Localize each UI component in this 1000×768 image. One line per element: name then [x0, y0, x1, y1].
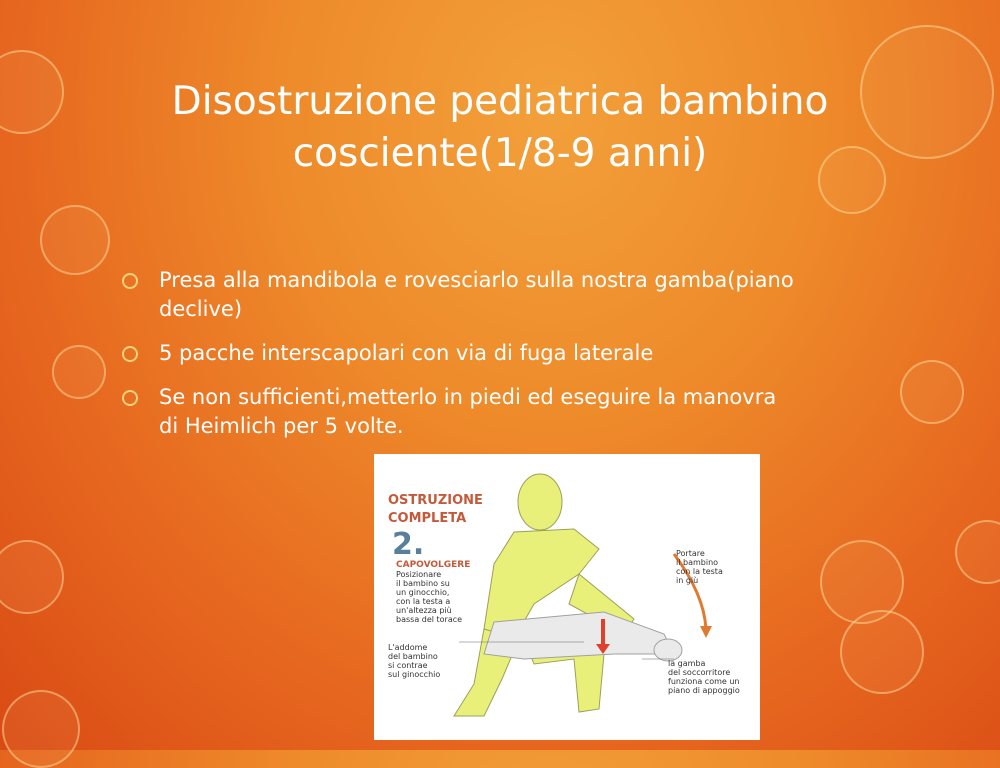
note-top-line: Portare: [676, 549, 705, 558]
note-right-line: funziona come un: [668, 677, 740, 686]
note-right-line: piano di appoggio: [668, 686, 740, 695]
bokeh-circle: [900, 360, 964, 424]
note-left-line: del bambino: [388, 652, 438, 661]
note-top-line: in giù: [676, 576, 699, 585]
rescuer-figure: [454, 474, 634, 716]
note-top-line: il bambino: [676, 558, 719, 567]
figure-step-line: con la testa a: [396, 597, 451, 606]
ring-bullet-icon: [122, 346, 138, 362]
bullet-item: [122, 266, 802, 324]
bullet-list: [122, 266, 802, 456]
figure-step-line: il bambino su: [396, 579, 450, 588]
bokeh-circle: [0, 50, 64, 134]
note-left-line: L'addome: [388, 643, 428, 652]
note-right-line: la gamba: [668, 659, 706, 668]
slide-title: [60, 76, 940, 180]
bokeh-circle: [840, 610, 924, 694]
illustration-image: [374, 454, 760, 740]
figure-step-line: un ginocchio,: [396, 588, 450, 597]
bullet-text: 5 pacche interscapolari con via di fuga laterale: [159, 341, 654, 365]
ring-bullet-icon: [122, 273, 138, 289]
note-left-line: si contrae: [388, 661, 428, 670]
note-left-line: sul ginocchio: [388, 670, 441, 679]
figure-step-title: CAPOVOLGERE: [396, 560, 471, 570]
pressure-arrow-icon: [601, 619, 605, 647]
figure-step-number: 2.: [392, 527, 425, 562]
ring-bullet-icon: [122, 390, 138, 406]
note-top-line: con la testa: [676, 567, 723, 576]
title-line-1: Disostruzione pediatrica bambino: [171, 79, 829, 124]
figure-step-line: bassa del torace: [396, 615, 463, 624]
note-right-line: del soccorritore: [668, 668, 731, 677]
figure-step-line: Posizionare: [396, 570, 442, 579]
figure-heading-2: COMPLETA: [388, 511, 467, 526]
arrow-head-icon: [700, 626, 712, 638]
bokeh-circle: [955, 520, 1000, 584]
bokeh-circle: [2, 690, 80, 768]
bullet-item: [122, 383, 802, 441]
bullet-item: [122, 339, 802, 368]
bullet-text: Se non sufficienti,metterlo in piedi ed eseguire la manovra di Heimlich per 5 volte.: [159, 385, 777, 438]
bokeh-circle: [52, 345, 106, 399]
bullet-text: Presa alla mandibola e rovesciarlo sulla nostra gamba(piano declive): [159, 268, 794, 321]
figure-step-line: un'altezza più: [396, 606, 452, 615]
bokeh-circle: [40, 205, 110, 275]
bokeh-circle: [0, 540, 64, 614]
figure-heading-1: OSTRUZIONE: [388, 493, 483, 508]
title-line-2: cosciente(1/8-9 anni): [292, 131, 708, 176]
